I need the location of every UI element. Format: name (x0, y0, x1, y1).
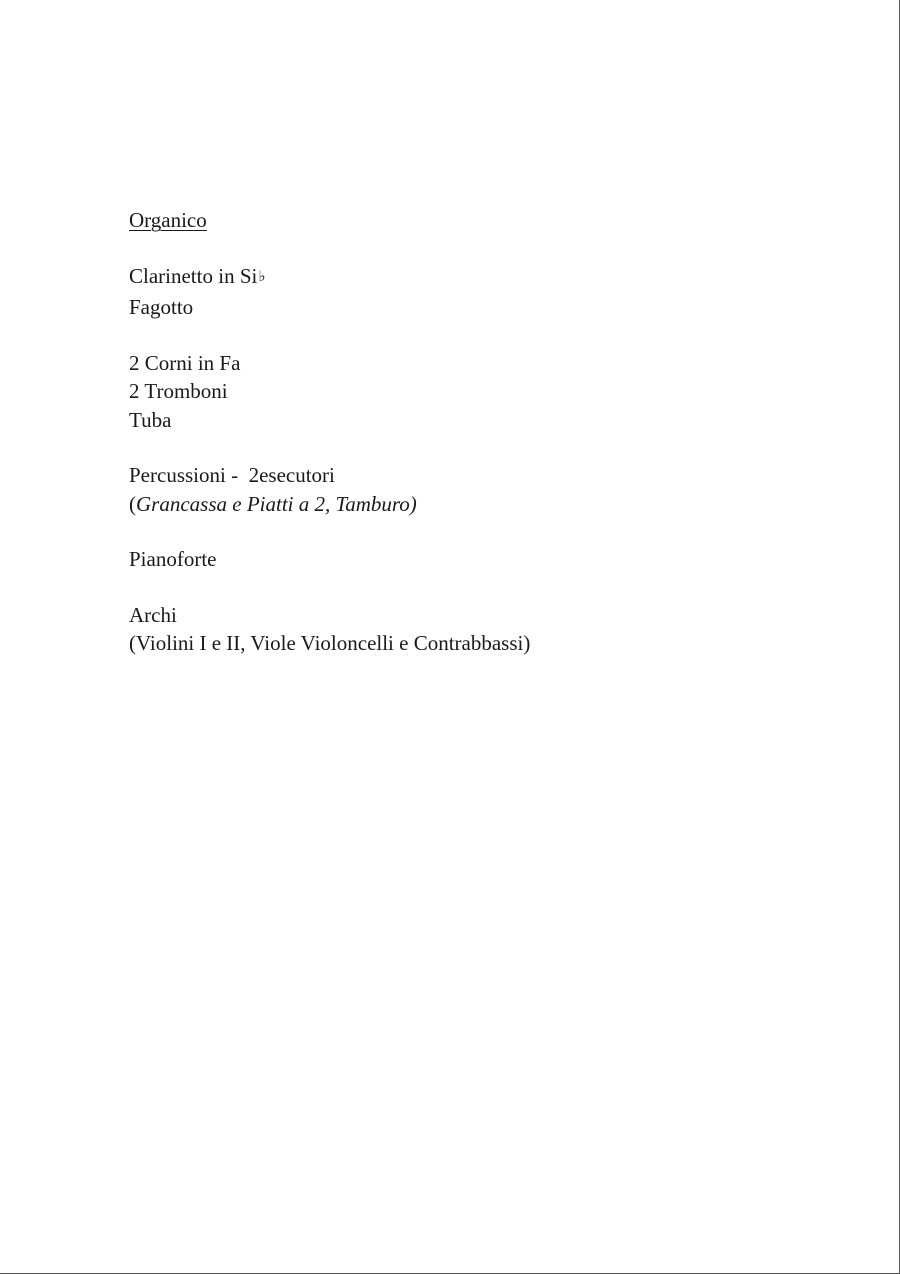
spacer (129, 574, 829, 601)
flat-sign: ♭ (258, 268, 266, 285)
tuba-line: Tuba (129, 407, 172, 432)
spacer (129, 518, 829, 545)
paren-open: ( (129, 491, 136, 516)
section-heading: Organico (129, 208, 207, 232)
percussion-line: Percussioni - 2esecutori (129, 463, 335, 487)
piano-line: Pianoforte (129, 547, 217, 571)
strings-line: Archi (129, 602, 177, 627)
trombones-line: 2 Tromboni (129, 379, 228, 403)
spacer (129, 235, 829, 262)
clarinet-text: Clarinetto in Si (129, 263, 258, 288)
horns-line: 2 Corni in Fa (129, 350, 241, 375)
strings-details-line: (Violini I e II, Viole Violoncelli e Contrabbassi) (129, 631, 531, 655)
spacer (129, 322, 829, 349)
percussion-details: Grancassa e Piatti a 2, Tamburo) (136, 491, 417, 516)
clarinet-line (129, 262, 829, 294)
instrumentation-list (129, 206, 829, 658)
percussion-details-line (129, 490, 829, 519)
spacer (129, 434, 829, 461)
bassoon-line: Fagotto (129, 295, 194, 319)
